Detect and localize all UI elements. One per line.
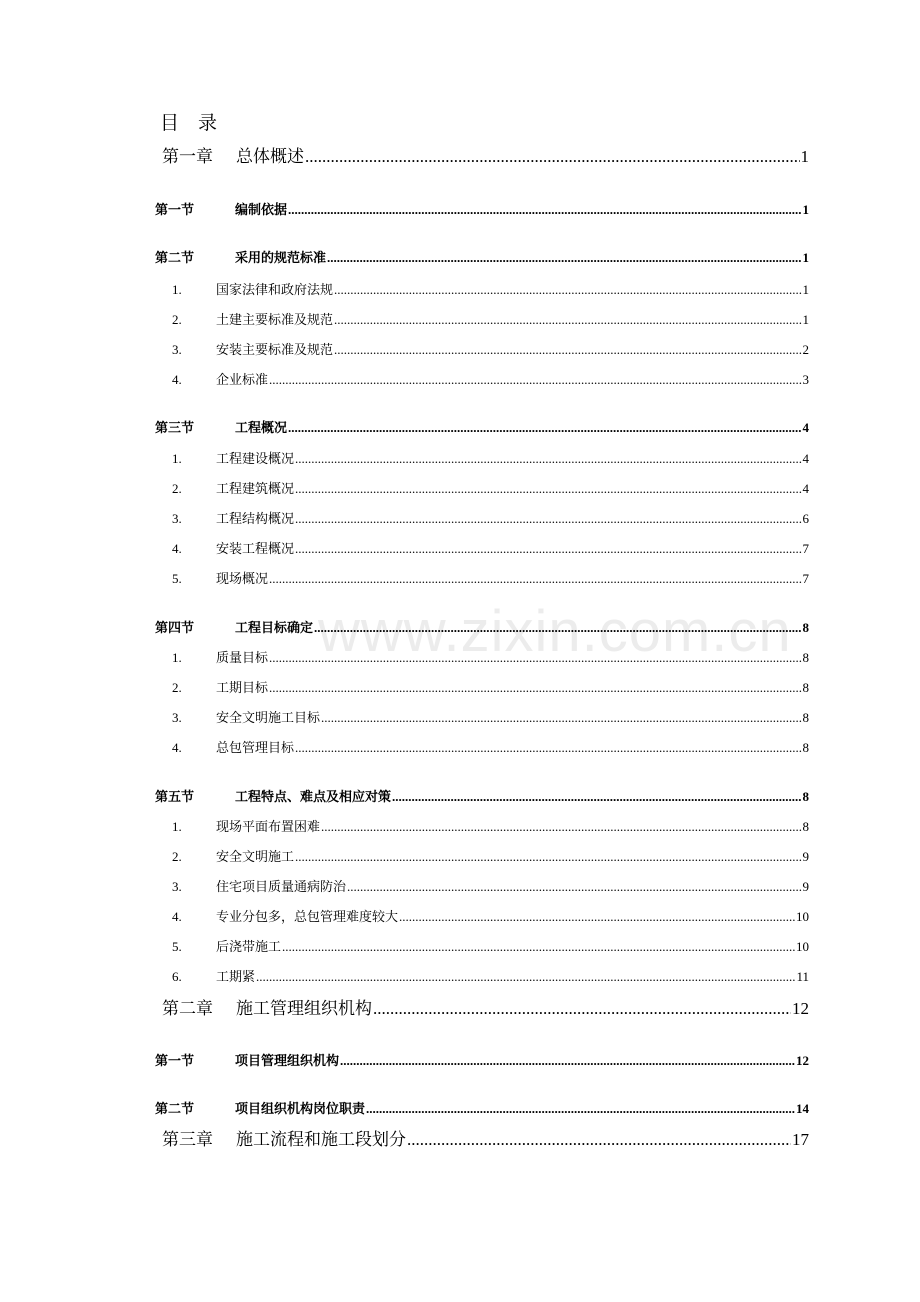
toc-entry-number: 5. <box>172 571 182 586</box>
toc-page-number: 12 <box>792 999 809 1018</box>
toc-entry-item[interactable] <box>172 820 809 833</box>
toc-page-number: 12 <box>796 1053 809 1068</box>
toc-entry-number: 6. <box>172 969 182 984</box>
toc-entry-number: 1. <box>172 282 182 297</box>
toc-entry-number: 1. <box>172 819 182 834</box>
toc-page-number: 4 <box>802 451 809 466</box>
toc-entry-section[interactable] <box>155 251 809 264</box>
toc-page-number: 1 <box>800 147 809 166</box>
toc-entry-number: 第五节 <box>155 789 195 804</box>
toc-entry-number: 5. <box>172 939 182 954</box>
toc-dot-leader <box>327 251 801 264</box>
toc-entry-number: 4. <box>172 372 182 387</box>
toc-dot-leader <box>321 711 801 724</box>
toc-dot-leader <box>347 880 801 893</box>
toc-entry-title: 工程概况 <box>235 420 288 435</box>
toc-page-number: 11 <box>796 969 809 984</box>
toc-entry-title: 编制依据 <box>235 202 288 217</box>
toc-dot-leader <box>392 790 801 803</box>
toc-dot-leader <box>295 741 801 754</box>
toc-entry-number: 第二节 <box>155 250 195 265</box>
watermark: www.zixin.com.cn <box>318 599 792 664</box>
toc-page-number: 3 <box>802 372 809 387</box>
toc-page-number: 4 <box>802 420 809 435</box>
toc-dot-leader <box>366 1102 795 1115</box>
toc-entry-item[interactable] <box>172 711 809 724</box>
toc-entry-item[interactable] <box>172 572 809 585</box>
toc-entry-title: 施工流程和施工段划分 <box>236 1130 406 1149</box>
toc-entry-title: 土建主要标准及规范 <box>216 312 334 327</box>
toc-entry-title: 现场平面布置困难 <box>216 819 321 834</box>
toc-entry-number: 第三节 <box>155 420 195 435</box>
toc-entry-number: 第一节 <box>155 202 195 217</box>
toc-entry-number: 3. <box>172 342 182 357</box>
toc-dot-leader <box>340 1054 795 1067</box>
toc-entry-title: 工程建设概况 <box>216 451 295 466</box>
toc-entry-item[interactable] <box>172 940 809 953</box>
toc-dot-leader <box>399 910 795 923</box>
toc-entry-title: 项目组织机构岗位职责 <box>235 1101 366 1116</box>
toc-page-number: 1 <box>802 250 809 265</box>
toc-entry-section[interactable] <box>155 1054 809 1067</box>
toc-entry-section[interactable] <box>155 621 809 634</box>
toc-dot-leader <box>256 970 795 983</box>
toc-entry-title: 安装主要标准及规范 <box>216 342 334 357</box>
toc-entry-number: 4. <box>172 740 182 755</box>
toc-entry-number: 第一章 <box>162 147 213 166</box>
toc-entry-title: 项目管理组织机构 <box>235 1053 340 1068</box>
toc-entry-number: 3. <box>172 879 182 894</box>
toc-entry-title: 采用的规范标准 <box>235 250 327 265</box>
toc-page-number: 8 <box>802 650 809 665</box>
toc-dot-leader <box>373 1000 791 1017</box>
toc-entry-number: 第一节 <box>155 1053 195 1068</box>
toc-dot-leader <box>269 572 801 585</box>
toc-dot-leader <box>295 850 801 863</box>
toc-page-number: 14 <box>796 1101 809 1116</box>
toc-page-number: 10 <box>796 939 809 954</box>
toc-entry-item[interactable] <box>172 343 809 356</box>
toc-page-number: 8 <box>802 680 809 695</box>
toc-page-number: 17 <box>792 1130 809 1149</box>
toc-entry-item[interactable] <box>172 512 809 525</box>
toc-dot-leader <box>295 452 801 465</box>
toc-entry-section[interactable] <box>155 203 809 216</box>
toc-entry-item[interactable] <box>172 910 809 923</box>
toc-dot-leader <box>295 512 801 525</box>
toc-entry-item[interactable] <box>172 741 809 754</box>
toc-entry-title: 质量目标 <box>216 650 269 665</box>
toc-entry-title: 工程目标确定 <box>235 620 314 635</box>
toc-page-number: 8 <box>802 740 809 755</box>
toc-entry-section[interactable] <box>155 790 809 803</box>
toc-dot-leader <box>321 820 801 833</box>
toc-page-number: 6 <box>802 511 809 526</box>
toc-title: 目 录 <box>160 113 218 134</box>
toc-entry-item[interactable] <box>172 651 809 664</box>
toc-dot-leader <box>295 482 801 495</box>
toc-entry-number: 2. <box>172 680 182 695</box>
toc-dot-leader <box>282 940 795 953</box>
toc-entry-title: 工期紧 <box>216 969 256 984</box>
toc-entry-item[interactable] <box>172 482 809 495</box>
toc-entry-item[interactable] <box>172 283 809 296</box>
toc-entry-number: 1. <box>172 650 182 665</box>
toc-page-number: 1 <box>802 202 809 217</box>
toc-entry-chapter[interactable] <box>162 1131 809 1148</box>
toc-dot-leader <box>269 651 801 664</box>
toc-entry-chapter[interactable] <box>162 1000 809 1017</box>
toc-entry-title: 总体概述 <box>236 147 304 166</box>
toc-entry-item[interactable] <box>172 970 809 983</box>
toc-page-number: 9 <box>802 879 809 894</box>
toc-entry-item[interactable] <box>172 681 809 694</box>
toc-entry-title: 现场概况 <box>216 571 269 586</box>
toc-entry-title: 后浇带施工 <box>216 939 282 954</box>
toc-entry-title: 专业分包多，总包管理难度较大 <box>216 909 399 924</box>
toc-entry-number: 4. <box>172 909 182 924</box>
toc-entry-number: 2. <box>172 312 182 327</box>
toc-dot-leader <box>295 542 801 555</box>
toc-entry-title: 企业标准 <box>216 372 269 387</box>
toc-entry-title: 工程特点、难点及相应对策 <box>235 789 392 804</box>
toc-page-number: 1 <box>802 282 809 297</box>
toc-page-number: 7 <box>802 541 809 556</box>
toc-entry-title: 工程建筑概况 <box>216 481 295 496</box>
toc-entry-item[interactable] <box>172 850 809 863</box>
toc-page-number: 4 <box>802 481 809 496</box>
toc-dot-leader <box>269 373 801 386</box>
toc-dot-leader <box>305 148 800 165</box>
toc-page-number: 8 <box>802 710 809 725</box>
toc-entry-title: 安全文明施工目标 <box>216 710 321 725</box>
toc-page-number: 7 <box>802 571 809 586</box>
toc-entry-title: 工期目标 <box>216 680 269 695</box>
toc-page-number: 8 <box>802 819 809 834</box>
toc-entry-number: 第三章 <box>162 1130 213 1149</box>
toc-dot-leader <box>288 421 801 434</box>
toc-page-number: 8 <box>802 620 809 635</box>
toc-page-number: 2 <box>802 342 809 357</box>
toc-entry-section[interactable] <box>155 1102 809 1115</box>
toc-dot-leader <box>334 343 801 356</box>
toc-entry-item[interactable] <box>172 880 809 893</box>
toc-dot-leader <box>288 203 801 216</box>
toc-entry-title: 工程结构概况 <box>216 511 295 526</box>
toc-entry-number: 第四节 <box>155 620 195 635</box>
toc-entry-item[interactable] <box>172 452 809 465</box>
toc-entry-number: 2. <box>172 849 182 864</box>
toc-entry-title: 安全文明施工 <box>216 849 295 864</box>
toc-dot-leader <box>407 1131 791 1148</box>
toc-entry-title: 施工管理组织机构 <box>236 999 372 1018</box>
toc-entry-title: 住宅项目质量通病防治 <box>216 879 347 894</box>
toc-entry-number: 3. <box>172 511 182 526</box>
toc-page-number: 9 <box>802 849 809 864</box>
toc-dot-leader <box>334 313 801 326</box>
toc-entry-title: 国家法律和政府法规 <box>216 282 334 297</box>
toc-entry-chapter[interactable] <box>162 148 809 165</box>
toc-entry-section[interactable] <box>155 421 809 434</box>
toc-entry-number: 4. <box>172 541 182 556</box>
toc-entry-number: 1. <box>172 451 182 466</box>
toc-page-number: 8 <box>802 789 809 804</box>
toc-dot-leader <box>314 621 801 634</box>
toc-entry-item[interactable] <box>172 313 809 326</box>
toc-entry-item[interactable] <box>172 373 809 386</box>
toc-entry-title: 总包管理目标 <box>216 740 295 755</box>
toc-page-number: 1 <box>802 312 809 327</box>
toc-entry-number: 第二章 <box>162 999 213 1018</box>
toc-entry-item[interactable] <box>172 542 809 555</box>
toc-entry-number: 2. <box>172 481 182 496</box>
toc-dot-leader <box>269 681 801 694</box>
toc-entry-number: 第二节 <box>155 1101 195 1116</box>
toc-page-number: 10 <box>796 909 809 924</box>
toc-dot-leader <box>334 283 801 296</box>
toc-entry-number: 3. <box>172 710 182 725</box>
toc-entry-title: 安装工程概况 <box>216 541 295 556</box>
